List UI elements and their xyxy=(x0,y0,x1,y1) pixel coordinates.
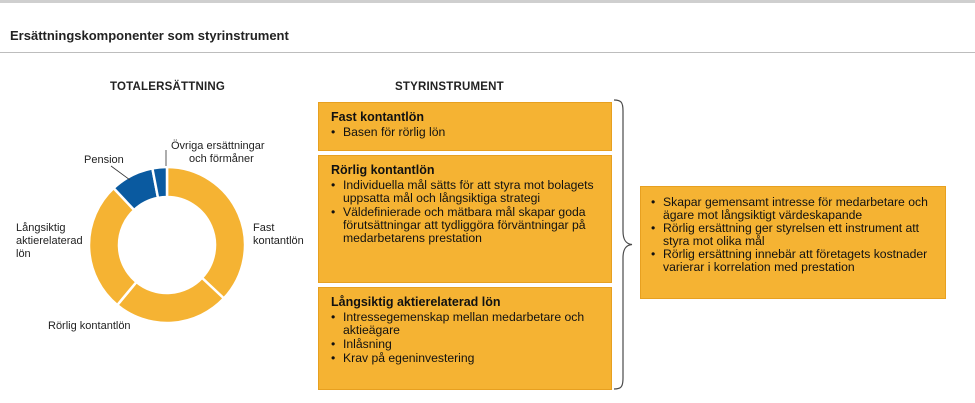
bullet: • Krav på egeninvestering xyxy=(331,352,601,365)
box-fast-kontantlon xyxy=(318,102,612,151)
bullet: • Individuella mål sätts för att styra mot bolagets uppsatta mål och långsiktiga strategi xyxy=(331,179,601,205)
label-pension: Pension xyxy=(84,154,124,166)
box-effects xyxy=(640,186,946,299)
bullet: • Rörlig ersättning ger styrelsen ett instrument att styra mot olika mål xyxy=(651,222,935,248)
leader-line-pension xyxy=(111,166,130,180)
label-ovriga-ersattningar: Övriga ersättningar och förmåner xyxy=(171,140,265,165)
bullet: • Väldefinierade och mätbara mål skapar goda förutsättningar att tydliggöra förväntningar på medarbetarens prestation xyxy=(331,206,601,245)
box-title: Långsiktig aktierelaterad lön xyxy=(331,295,501,309)
bullet: • Rörlig ersättning innebär att företagets kostnader varierar i korrelation med prestation xyxy=(651,248,935,274)
top-rule xyxy=(0,0,975,3)
box-title: Fast kontantlön xyxy=(331,110,425,124)
slice-fast-kontantlon xyxy=(167,167,245,298)
bullet: • Inlåsning xyxy=(331,338,601,351)
middle-column-heading: STYRINSTRUMENT xyxy=(395,81,504,93)
right-brace xyxy=(612,99,634,390)
title-rule xyxy=(0,52,975,53)
label-langsiktig-aktierelaterad-lon: Långsiktig aktierelaterad lön xyxy=(16,222,83,260)
box-langsiktig-aktierelaterad-lon xyxy=(318,287,612,390)
box-title: Rörlig kontantlön xyxy=(331,163,435,177)
bullet: • Basen för rörlig lön xyxy=(331,126,601,139)
label-rorlig-kontantlon: Rörlig kontantlön xyxy=(48,320,131,332)
box-rorlig-kontantlon xyxy=(318,155,612,283)
figure-title: Ersättningskomponenter som styrinstrument xyxy=(10,28,289,43)
bullet: • Intressegemenskap mellan medarbetare och aktieägare xyxy=(331,311,601,337)
bullet: • Skapar gemensamt intresse för medarbetare och ägare mot långsiktigt värdeskapande xyxy=(651,196,935,222)
left-column-heading: TOTALERSÄTTNING xyxy=(110,81,226,93)
label-fast-kontantlon: Fast kontantlön xyxy=(253,222,304,247)
